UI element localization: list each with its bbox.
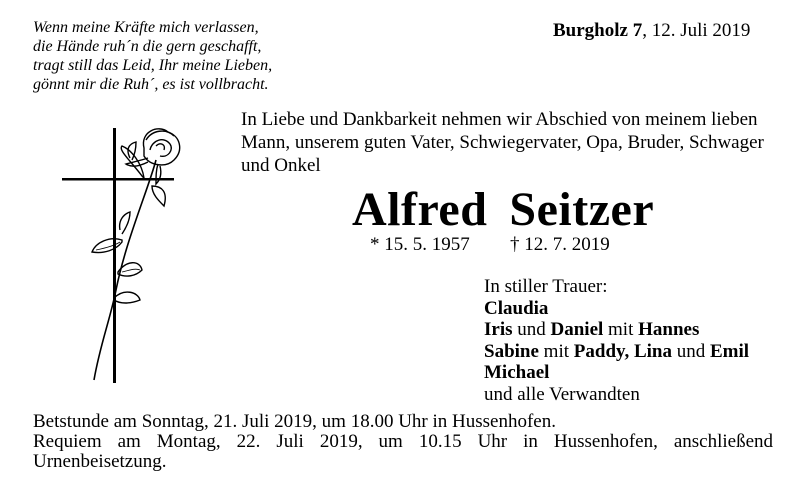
mourner-line: Michael [484, 362, 550, 383]
place-date [553, 19, 750, 43]
prayer-hour: Betstunde am Sonntag, 21. Juli 2019, um 18.00 Uhr in Hussenhofen. [33, 411, 556, 432]
poem-line: gönnt mir die Ruh´, es ist vollbracht. [33, 76, 269, 93]
mourner-line: Claudia [484, 297, 549, 319]
poem-line: Wenn meine Kräfte mich verlassen, [33, 19, 259, 36]
intro-text: In Liebe und Dankbarkeit nehmen wir Abschied von meinem lieben Mann, unserem guten Vater, Schwiegervater, Opa, Bruder, Schwager und Onkel [241, 109, 764, 176]
death-date: † 12. 7. 2019 [510, 234, 610, 255]
poem [33, 18, 272, 94]
mourners [484, 276, 749, 405]
service-info [33, 412, 773, 472]
place: Burgholz 7 [553, 20, 643, 41]
requiem: Requiem am Montag, 22. Juli 2019, um 10.15 Uhr in Hussenhofen, anschließend Urnenbeisetzung. [33, 431, 773, 472]
poem-line: die Hände ruh´n die gern geschafft, [33, 38, 262, 55]
mourner-line: Sabine mit Paddy, Lina und Emil [484, 340, 750, 362]
date: , 12. Juli 2019 [642, 20, 751, 41]
mourners-heading: In stiller Trauer: [484, 276, 608, 297]
cross-rose-icon [56, 120, 196, 390]
first-name: Alfred [352, 183, 488, 236]
last-name: Seitzer [509, 183, 655, 236]
mourners-closing: und alle Verwandten [484, 383, 640, 405]
mourner-line: Iris und Daniel mit Hannes [484, 319, 700, 340]
birth-date: * 15. 5. 1957 [370, 234, 470, 255]
deceased-name [352, 182, 654, 238]
poem-line: tragt still das Leid, Ihr meine Lieben, [33, 57, 273, 74]
